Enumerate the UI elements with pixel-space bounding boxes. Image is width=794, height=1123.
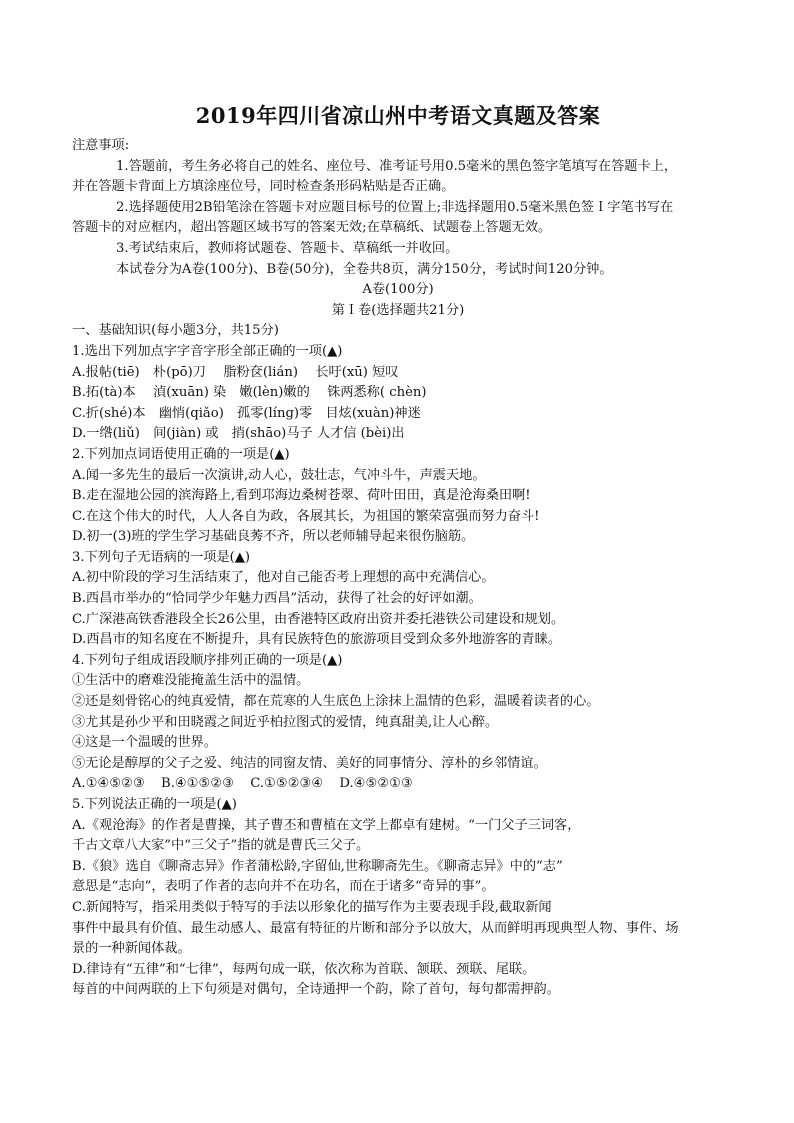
- question-2-stem: 2.下列加点词语使用正确的一项是(▲): [72, 446, 290, 462]
- question-5-option-b-cont: 意思是“志向”，表明了作者的志向并不在功名，而在于诸多“奇异的事”。: [72, 879, 495, 895]
- question-5-option-c-cont: 事件中最具有价值、最生动感人、最富有特征的片断和部分予以放大，从而鲜明再现典型人物、事件、场: [72, 920, 679, 936]
- question-5-stem: 5.下列说法正确的一项是(▲): [72, 797, 237, 812]
- question-1-option-a: A.报帖(tiē) 朴(pō)刀 脂粉奁(lián) 长吁(xū) 短叹: [72, 364, 399, 380]
- notice-item-1: 1.答题前，考生务必将自己的姓名、座位号、准考证号用0.5毫米的黑色签字笔填写在答题卡上，: [116, 158, 678, 174]
- notice-item-2: 2.选择题使用2B铅笔涂在答题卡对应题目标号的位置上;非选择题用0.5毫米黑色签Ｉ字笔书写在: [116, 199, 674, 215]
- question-2-option-b: B.走在湿地公园的滨海路上,看到邛海边桑树苍翠、荷叶田田，真是沧海桑田啊!: [72, 488, 531, 504]
- question-4-option-a: A.①④⑤②③: [72, 776, 145, 792]
- question-1-option-d: D.一绺(liǔ) 间(jiàn) 或 捎(shāo)马子 人才信 (bèi)出: [72, 426, 405, 442]
- question-3-option-a: A.初中阶段的学习生活结束了，他对自己能否考上理想的高中充满信心。: [72, 570, 495, 586]
- page-title: 2019年四川省凉山州中考语文真题及答案: [195, 103, 601, 128]
- question-4-sentence-5: ⑤无论是醇厚的父子之爱、纯洁的同窗友情、美好的同事情分、淳朴的乡邻情谊。: [72, 755, 547, 771]
- question-4-stem: 4.下列句子组成语段顺序排列正确的一项是(▲): [72, 652, 343, 668]
- question-3-stem: 3.下列句子无语病的一项是(▲): [72, 549, 251, 565]
- volume-a-heading: A卷(100分): [362, 282, 434, 298]
- question-4-option-d: D.④⑤②①③: [339, 776, 413, 792]
- exam-page: [72, 98, 724, 1001]
- question-5-option-b: B.《狼》选自《聊斋志异》作者蒲松龄,字留仙,世称聊斋先生。《聊斋志异》中的“志”: [72, 858, 563, 874]
- question-1-option-c: C.折(shé)本 幽悄(qiǎo) 孤零(líng)零 目炫(xuàn)神迷: [72, 405, 421, 421]
- question-5-option-c: C.新闻特写，指采用类似于特写的手法以形象化的描写作为主要表现手段,截取新闻: [72, 899, 552, 915]
- question-2-option-c: C.在这个伟大的时代，人人各自为政，各展其长，为祖国的繁荣富强而努力奋斗!: [72, 508, 540, 524]
- question-4-sentence-1: ①生活中的磨难没能掩盖生活中的温情。: [72, 673, 310, 689]
- question-5-option-d: D.律诗有“五律”和“七律”，每两句成一联，依次称为首联、颔联、颈联、尾联。: [72, 961, 536, 977]
- section-1-heading: 一、基础知识(每小题3分，共15分): [72, 323, 279, 339]
- question-2-option-d: D.初一(3)班的学生学习基础良莠不齐，所以老师辅导起来很伤脑筋。: [72, 529, 475, 545]
- question-4-options: [72, 774, 724, 795]
- question-1-stem: 1.选出下列加点字字音字形全部正确的一项(▲): [72, 343, 343, 359]
- question-4-sentence-2: ②还是刻骨铭心的纯真爱情，都在荒寒的人生底色上涂抹上温情的色彩，温暖着读者的心。: [72, 694, 600, 710]
- question-5-option-a: A.《观沧海》的作者是曹操，其子曹丕和曹植在文学上都卓有建树。“一门父子三词客，: [72, 817, 581, 833]
- question-3-option-b: B.西昌市举办的“恰同学少年魅力西昌”活动，获得了社会的好评如潮。: [72, 591, 482, 607]
- question-1-option-b: B.拓(tà)本 湞(xuān) 染 嫩(lèn)嫩的 铢两悉称( chèn): [72, 385, 427, 401]
- question-5-option-a-cont: 千古文章八大家”中“三父子”指的就是曹氏三父子。: [72, 838, 370, 854]
- question-4-sentence-4: ④这是一个温暖的世界。: [72, 735, 218, 751]
- notice-item-2-cont: 答题卡的对应框内，超出答题区域书写的答案无效;在草稿纸、试题卷上答题无效。: [72, 220, 552, 236]
- notice-item-1-cont: 并在答题卡背面上方填涂座位号，同时检查条形码粘贴是否正确。: [72, 179, 455, 195]
- question-5-option-d-cont: 每首的中间两联的上下句须是对偶句，全诗通押一个韵，除了首句，每句都需押韵。: [72, 982, 560, 998]
- notice-item-3: 3.考试结束后，教师将试题卷、答题卡、草稿纸一并收回。: [116, 240, 459, 256]
- question-4-option-b: B.④①⑤②③: [161, 776, 235, 792]
- question-4-sentence-3: ③尤其是孙少平和田晓霞之间近乎柏拉图式的爱情，纯真甜美,让人心醉。: [72, 714, 499, 730]
- part-1-heading: 第Ｉ卷(选择题共21分): [331, 302, 465, 318]
- question-3-option-c: C.广深港高铁香港段全长26公里，由香港特区政府出资并委托港铁公司建设和规划。: [72, 611, 565, 627]
- question-4-option-c: C.①⑤②③④: [250, 776, 324, 792]
- paper-info: 本试卷分为A卷(100分)、B卷(50分)，全卷共8页，满分150分，考试时间120分钟。: [116, 261, 613, 277]
- notice-heading: 注意事项:: [72, 138, 130, 153]
- question-3-option-d: D.西昌市的知名度在不断提升，具有民族特色的旅游项目受到众多外地游客的青睐。: [72, 632, 562, 648]
- question-2-option-a: A.闻一多先生的最后一次演讲,动人心，鼓壮志，气冲斗牛，声震天地。: [72, 467, 486, 483]
- question-5-option-c-cont-2: 景的一种新闻体裁。: [72, 941, 191, 957]
